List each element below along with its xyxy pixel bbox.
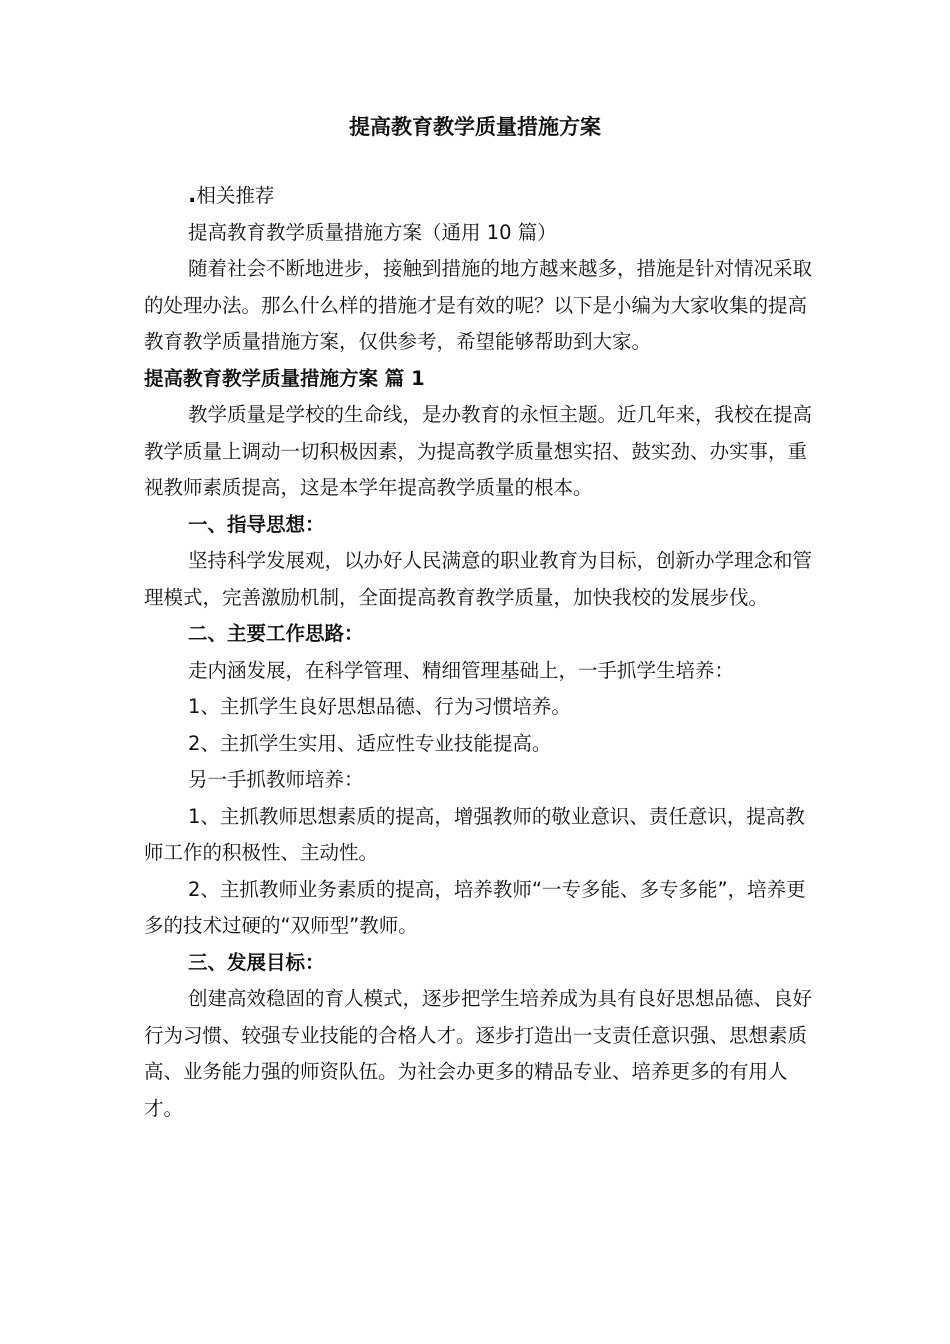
paragraph-1: 教学质量是学校的生命线，是办教育的永恒主题。近几年来，我校在提高教学质量上调动一切积极因素，为提高教学质量想实招、鼓实劲、办实事，重视教师素质提高，这是本学年提高教学质量的根本。 [144, 403, 813, 499]
heading-development-goals: 三、发展目标： [188, 950, 325, 974]
section-heading: 提高教育教学质量措施方案 篇 1 [144, 366, 425, 390]
paragraph-goals: 创建高效稳固的育人模式，逐步把学生培养成为具有良好思想品德、良好行为习惯、较强专业技能的合格人才。逐步打造出一支责任意识强、思想素质高、业务能力强的师资队伍。为社会办更多的精品专业、培养更多的有用人才。 [144, 987, 813, 1120]
paragraph-teacher-intro: 另一手抓教师培养： [188, 768, 364, 791]
heading-work-ideas: 二、主要工作思路： [188, 622, 364, 645]
related-label: 相关推荐 [196, 184, 275, 207]
list-item-student-2: 2、主抓学生实用、适应性专业技能提高。 [188, 731, 552, 755]
heading-guiding-ideology: 一、指导思想： [188, 512, 325, 536]
document-subtitle: 提高教育教学质量措施方案（通用 10 篇） [188, 220, 557, 244]
related-recommendation [144, 178, 824, 215]
list-item-teacher-2: 2、主抓教师业务素质的提高，培养教师“一专多能、多专多能”，培养更多的技术过硬的“双师型”教师。 [144, 877, 806, 937]
bullet-dot-icon: . [188, 183, 197, 208]
paragraph-3: 走内涵发展，在科学管理、精细管理基础上，一手抓学生培养： [188, 658, 735, 682]
paragraph-2: 坚持科学发展观，以办好人民满意的职业教育为目标，创新办学理念和管理模式，完善激励机制，全面提高教育教学质量，加快我校的发展步伐。 [144, 549, 813, 609]
document-body [144, 178, 824, 1127]
list-item-student-1: 1、主抓学生良好思想品德、行为习惯培养。 [188, 695, 571, 718]
list-item-teacher-1: 1、主抓教师思想素质的提高，增强教师的敬业意识、责任意识，提高教师工作的积极性、主动性。 [144, 804, 805, 864]
intro-paragraph: 随着社会不断地进步，接触到措施的地方越来越多，措施是针对情况采取的处理办法。那么什么样的措施才是有效的呢？以下是小编为大家收集的提高教育教学质量措施方案，仅供参考，希望能够帮助到大家。 [144, 257, 813, 353]
document-title: 提高教育教学质量措施方案 [349, 115, 601, 139]
